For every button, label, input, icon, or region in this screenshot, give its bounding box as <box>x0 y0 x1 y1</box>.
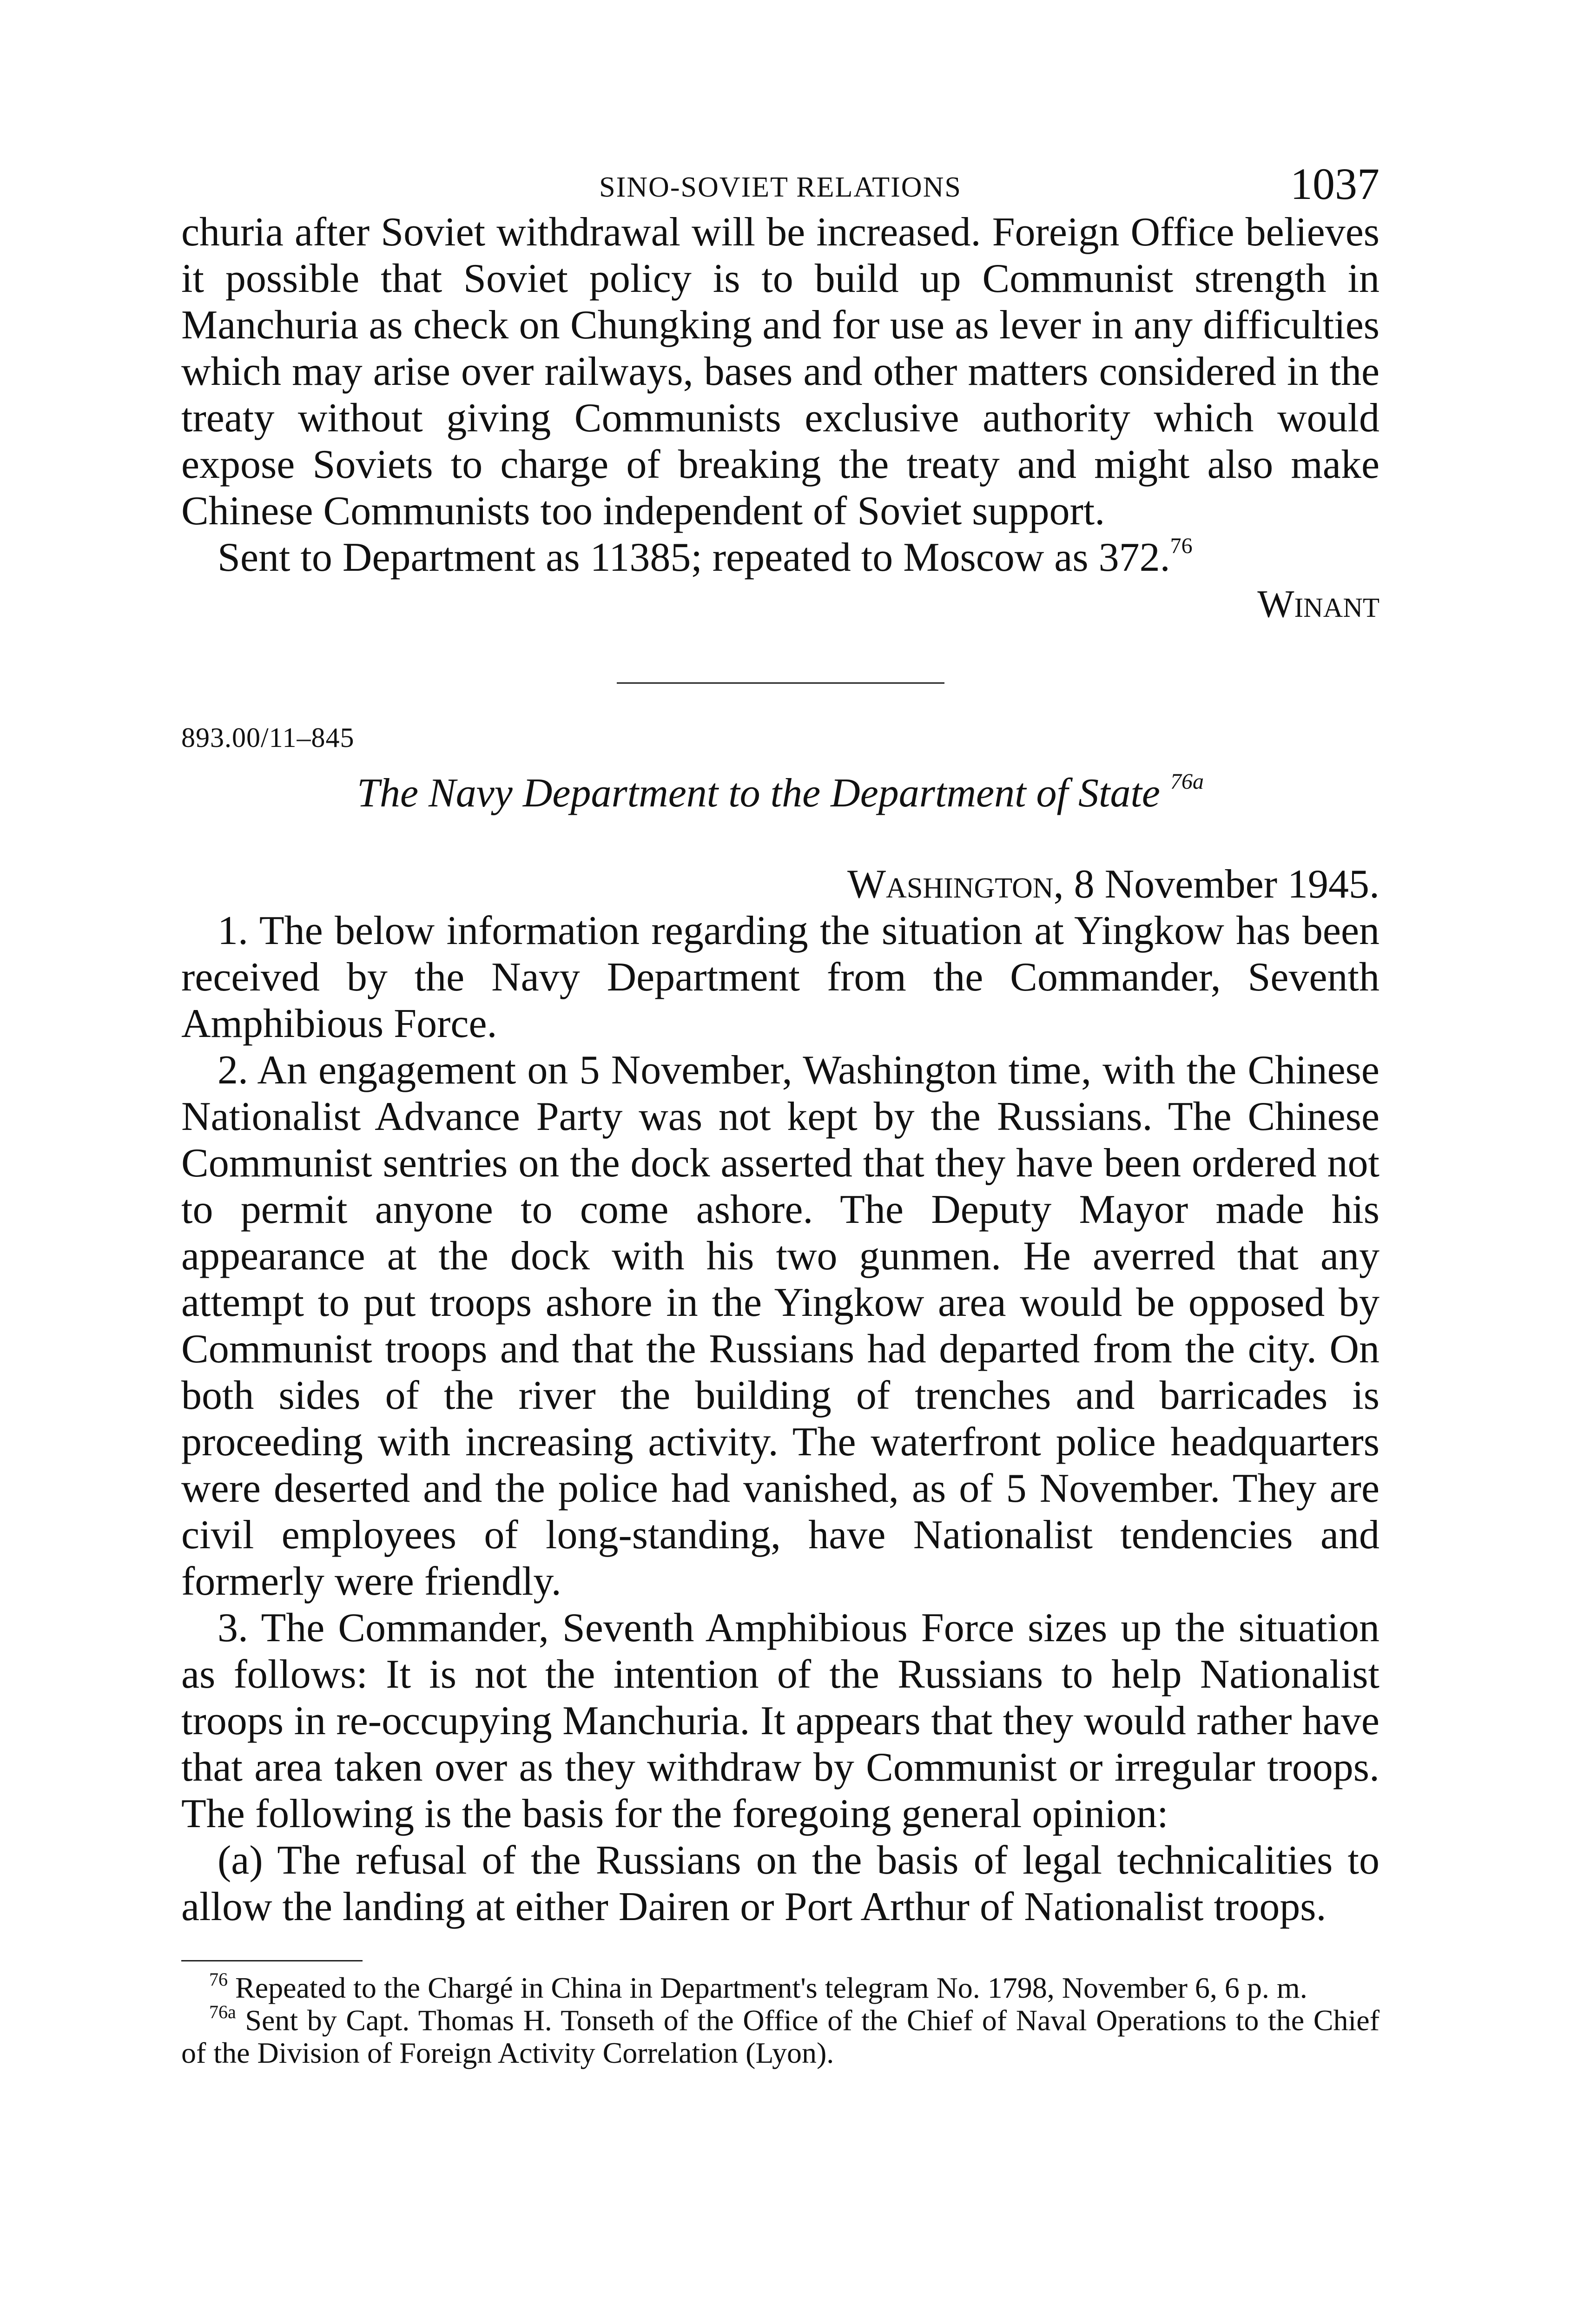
footnote-76 <box>181 1969 1379 2004</box>
dateline <box>181 861 1379 908</box>
footnote-76a <box>181 2001 1380 2069</box>
document-title <box>181 770 1379 817</box>
file-number: 893.00/11–845 <box>181 722 355 753</box>
footnotes <box>181 1969 1380 2069</box>
document-page <box>181 158 1379 2069</box>
footnote-marker-76: 76 <box>209 1969 228 1990</box>
sent-line-text: Sent to Department as 11385; repeated to Moscow as 372. <box>218 535 1170 580</box>
running-head <box>181 158 1379 209</box>
footnote-ref-76: 76 <box>1170 534 1193 558</box>
footnote-divider <box>181 1960 363 1961</box>
dateline-date: 8 November 1945. <box>1074 862 1379 907</box>
sub-item-a: (a) The refusal of the Russians on the basis of legal technicalities to allow the landing at either Dairen or Port Arthur of Nationalist troops. <box>181 1838 1379 1929</box>
document-title-text: The Navy Department to the Department of State <box>357 771 1160 816</box>
dateline-place: Washington, <box>847 862 1064 907</box>
paragraph-2: 2. An engagement on 5 November, Washington time, with the Chinese Nationalist Advance Party was not kept by the Russians. The Chinese Communist sentries on the dock asserted that they have been ordered not to permit anyone to come ashore. The Deputy Mayor made his appearance at the dock with his two gunmen. He averred that any attempt to put troops ashore in the Yingkow area would be opposed by Communist troops and that the Russians had departed from the city. On both sides of the river the building of trenches and barricades is proceeding with increasing activity. The waterfront police headquarters were deserted and the police had vanished, as of 5 November. They are civil employees of long-standing, have Nationalist tendencies and formerly were friendly. <box>181 1048 1379 1604</box>
paragraph-1: 1. The below information regarding the situation at Yingkow has been received by the Navy Department from the Commander, Seventh Amphibious Force. <box>181 908 1379 1046</box>
running-title: SINO-SOVIET RELATIONS <box>599 172 962 203</box>
page-number: 1037 <box>1290 159 1379 209</box>
section-divider <box>617 682 944 684</box>
continued-text <box>181 209 1379 581</box>
sent-line <box>181 535 1379 581</box>
paragraph-3: 3. The Commander, Seventh Amphibious Force sizes up the situation as follows: It is not the intention of the Russians to help Nationalist troops in re-occupying Manchuria. It appears that they would rather have that area taken over as they withdraw by Communist or irregular troops. The following is the basis for the foregoing general opinion: <box>181 1605 1379 1836</box>
signature: Winant <box>1257 582 1379 626</box>
footnote-marker-76a: 76a <box>209 2001 236 2022</box>
continued-paragraph: churia after Soviet withdrawal will be increased. Foreign Office believes it possible that Soviet policy is to build up Communist strength in Manchuria as check on Chungking and for use as lever in any difficulties which may arise over railways, bases and other matters considered in the treaty without giving Communists exclusive authority which would expose Soviets to charge of breaking the treaty and might also make Chinese Communists too independent of Soviet support. <box>181 210 1379 534</box>
footnote-76-text: Repeated to the Chargé in China in Department's telegram No. 1798, November 6, 6 p. m. <box>235 1971 1307 2004</box>
footnote-ref-76a: 76a <box>1170 769 1204 794</box>
document-body <box>181 908 1379 1930</box>
footnote-76a-text: Sent by Capt. Thomas H. Tonseth of the Office of the Chief of Naval Operations to the Chief of the Division of Foreign Activity Correlation (Lyon). <box>181 2004 1380 2069</box>
